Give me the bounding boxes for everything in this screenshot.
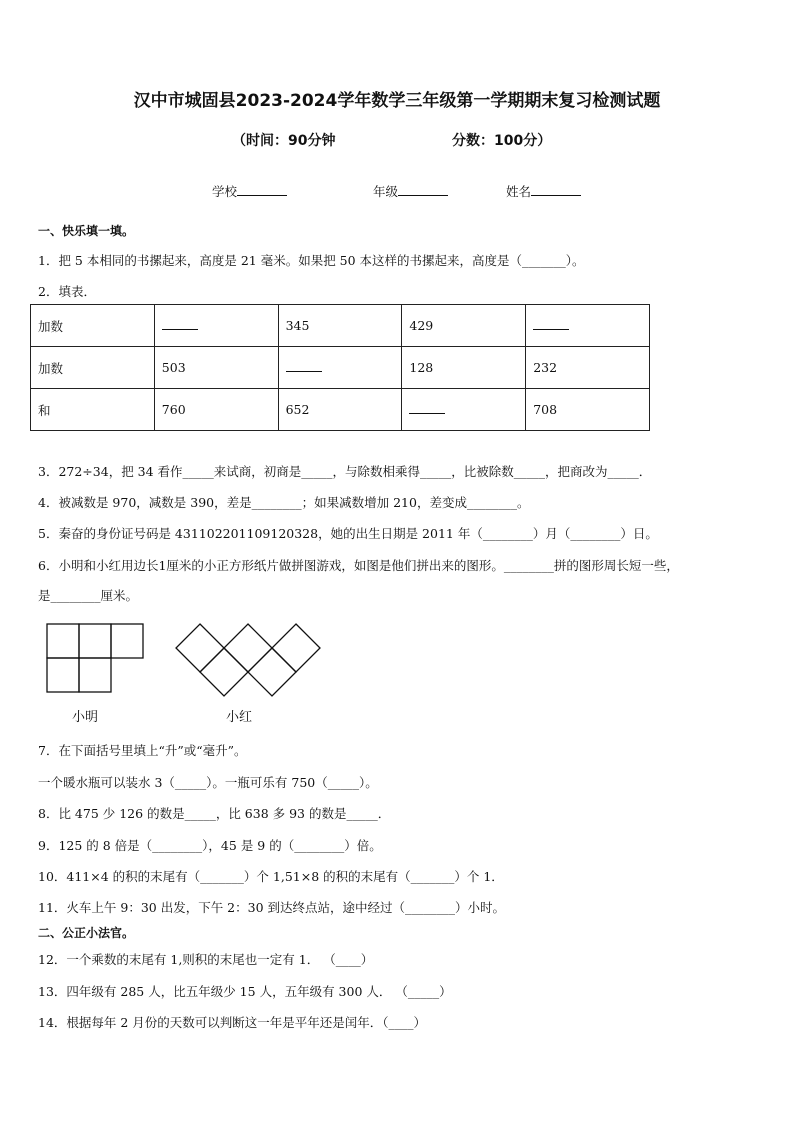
table-row bbox=[31, 305, 650, 347]
question-13: 13．四年级有 285 人，比五年级少 15 人，五年级有 300 人． （_____） bbox=[38, 984, 452, 999]
question-10: 10．411×4 的积的末尾有（_______）个 1,51×8 的积的末尾有（_______）个 1． bbox=[38, 869, 504, 884]
row-label: 和 bbox=[31, 389, 155, 431]
xiaohong-figure bbox=[176, 624, 320, 696]
school-blank[interactable] bbox=[237, 183, 287, 196]
question-8: 8．比 475 少 126 的数是_____，比 638 多 93 的数是_____． bbox=[38, 806, 391, 821]
table-cell: 503 bbox=[154, 347, 278, 389]
question-4: 4．被减数是 970，减数是 390，差是________；如果减数增加 210，差变成________。 bbox=[38, 495, 530, 510]
answer-blank[interactable] bbox=[162, 319, 198, 330]
row-label: 加数 bbox=[31, 347, 155, 389]
table-cell: 232 bbox=[526, 347, 650, 389]
question-1: 1．把 5 本相同的书摞起来，高度是 21 毫米。如果把 50 本这样的书摞起来，高度是（_______）。 bbox=[38, 253, 585, 268]
xiaoming-label: 小明 bbox=[72, 710, 99, 725]
grade-label: 年级 bbox=[373, 184, 399, 199]
grade-blank[interactable] bbox=[398, 183, 448, 196]
table-cell: 652 bbox=[278, 389, 402, 431]
answer-blank[interactable] bbox=[286, 361, 322, 372]
diamond bbox=[272, 624, 320, 672]
question-3: 3．272÷34，把 34 看作_____来试商，初商是_____，与除数相乘得_____，比被除数_____，把商改为_____． bbox=[38, 464, 652, 479]
question-6-line2: 是________厘米。 bbox=[38, 588, 139, 603]
diamond bbox=[248, 648, 296, 696]
table-row bbox=[31, 389, 650, 431]
question-5: 5．秦奋的身份证号码是 431102201109120328，她的出生日期是 2011 年（________）月（________）日。 bbox=[38, 526, 658, 541]
xiaoming-figure bbox=[47, 624, 143, 692]
square bbox=[79, 624, 111, 658]
xiaohong-label: 小红 bbox=[226, 710, 253, 725]
table-cell[interactable] bbox=[154, 305, 278, 347]
section1-heading: 一、快乐填一填。 bbox=[38, 224, 135, 238]
question-2: 2．填表． bbox=[38, 284, 96, 299]
table-cell[interactable] bbox=[278, 347, 402, 389]
name-field[interactable] bbox=[506, 182, 581, 200]
exam-time: （时间：90分钟 bbox=[232, 133, 336, 149]
table-cell: 760 bbox=[154, 389, 278, 431]
grade-field[interactable] bbox=[373, 182, 448, 200]
table-cell: 429 bbox=[402, 305, 526, 347]
square bbox=[79, 658, 111, 692]
name-blank[interactable] bbox=[531, 183, 581, 196]
question-14: 14．根据每年 2 月份的天数可以判断这一年是平年还是闰年．（____） bbox=[38, 1015, 427, 1030]
school-label: 学校 bbox=[212, 184, 238, 199]
row-label: 加数 bbox=[31, 305, 155, 347]
puzzle-figures bbox=[40, 620, 330, 700]
table-cell: 128 bbox=[402, 347, 526, 389]
school-field[interactable] bbox=[212, 182, 287, 200]
table-cell: 708 bbox=[526, 389, 650, 431]
question-7: 7．在下面括号里填上“升”或“毫升”。 bbox=[38, 743, 247, 758]
diamond bbox=[200, 648, 248, 696]
answer-blank[interactable] bbox=[533, 319, 569, 330]
square bbox=[111, 624, 143, 658]
diamond bbox=[224, 624, 272, 672]
question-11: 11．火车上午 9：30 出发，下午 2：30 到达终点站，途中经过（________）小时。 bbox=[38, 900, 506, 915]
name-label: 姓名 bbox=[506, 184, 532, 199]
exam-score: 分数：100分） bbox=[452, 133, 552, 149]
page-title: 汉中市城固县2023-2024学年数学三年级第一学期期末复习检测试题 bbox=[133, 91, 661, 111]
addition-table bbox=[30, 304, 650, 431]
section2-heading: 二、公正小法官。 bbox=[38, 926, 135, 940]
table-cell: 345 bbox=[278, 305, 402, 347]
table-cell[interactable] bbox=[526, 305, 650, 347]
question-9: 9．125 的 8 倍是（________），45 是 9 的（________）倍。 bbox=[38, 838, 382, 853]
table-row bbox=[31, 347, 650, 389]
question-12: 12．一个乘数的末尾有 1,则积的末尾也一定有 1． （____） bbox=[38, 952, 374, 967]
diamond bbox=[176, 624, 224, 672]
question-6-line1: 6．小明和小红用边长1厘米的小正方形纸片做拼图游戏，如图是他们拼出来的图形。________拼的图形周长短一些， bbox=[38, 558, 679, 573]
question-7-sub: 一个暖水瓶可以装水 3（_____）。一瓶可乐有 750（_____）。 bbox=[38, 775, 378, 790]
table-cell[interactable] bbox=[402, 389, 526, 431]
square bbox=[47, 624, 79, 658]
square bbox=[47, 658, 79, 692]
answer-blank[interactable] bbox=[409, 403, 445, 414]
